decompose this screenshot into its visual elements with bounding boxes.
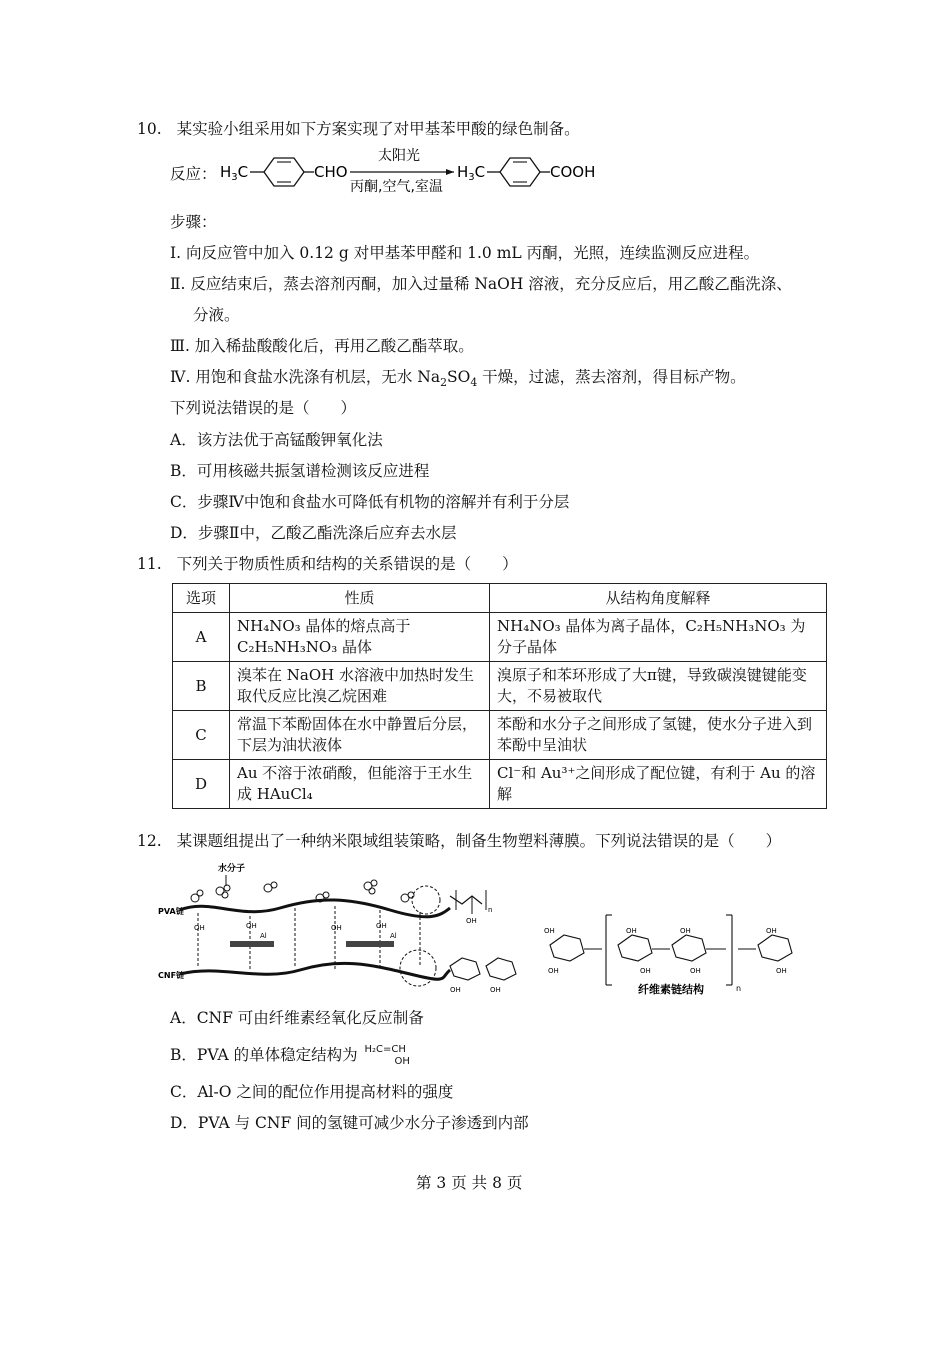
row-explanation: Cl⁻和 Au³⁺之间形成了配位键，有利于 Au 的溶解: [490, 760, 827, 809]
nanosheet: [346, 941, 394, 947]
row-option: B: [173, 662, 230, 711]
svg-text:OH: OH: [331, 924, 342, 932]
svg-text:OH: OH: [766, 927, 777, 935]
q10-option-c: C．步骤Ⅳ中饱和食盐水可降低有机物的溶解并有利于分层: [170, 493, 570, 511]
repeat-n: n: [488, 906, 493, 914]
table-row: [173, 662, 827, 711]
row-explanation: NH₄NO₃ 晶体为离子晶体，C₂H₅NH₃NO₃ 为分子晶体: [490, 613, 827, 662]
glucose-ring: [618, 935, 652, 961]
glucose-ring: [758, 935, 792, 961]
q12-stem-line: [137, 829, 781, 851]
table-header-row: [173, 584, 827, 613]
row-option: A: [173, 613, 230, 662]
svg-text:OH: OH: [246, 922, 257, 930]
cnf-chain: [180, 963, 450, 979]
q12-stem: 某课题组提出了一种纳米限域组装策略，制备生物塑料薄膜。下列说法错误的是（ ）: [176, 832, 782, 850]
q11-number: 11.: [137, 555, 162, 573]
q10-stem-line: [137, 117, 580, 139]
water-molecule-label: 水分子: [218, 864, 246, 874]
q12-option-d: D．PVA 与 CNF 间的氢键可减少水分子渗透到内部: [170, 1114, 529, 1132]
q12-assembly-figure: [150, 858, 540, 998]
svg-text:OH: OH: [626, 927, 637, 935]
q10-option-d: D．步骤Ⅱ中，乙酸乙酯洗涤后应弃去水层: [170, 524, 457, 542]
header-option: 选项: [173, 584, 230, 613]
glucose-ring: [486, 958, 516, 980]
repeat-n: n: [736, 984, 742, 993]
q10-number: 10.: [137, 120, 162, 138]
row-explanation: 苯酚和水分子之间形成了氢键，使水分子进入到苯酚中呈油状: [490, 711, 827, 760]
header-explanation: 从结构角度解释: [490, 584, 827, 613]
row-property: NH₄NO₃ 晶体的熔点高于 C₂H₅NH₃NO₃ 晶体: [230, 613, 490, 662]
q10-reaction-label: 反应：: [170, 165, 217, 183]
table-row: [173, 711, 827, 760]
table-row: [173, 613, 827, 662]
zoom-circle-cnf: [400, 950, 436, 986]
row-property: 常温下苯酚固体在水中静置后分层，下层为油状液体: [230, 711, 490, 760]
al-label: Al: [390, 932, 397, 940]
vinyl-alcohol-formula: H₂C=CH OH: [364, 1044, 410, 1067]
glucose-ring: [450, 958, 480, 980]
glucose-ring: [550, 935, 584, 961]
svg-text:OH: OH: [450, 986, 461, 994]
row-option: D: [173, 760, 230, 809]
q10-reaction-scheme: [210, 144, 610, 200]
pva-chain: [180, 900, 450, 917]
svg-text:OH: OH: [690, 967, 701, 975]
q10-stem: 某实验小组采用如下方案实现了对甲基苯甲酸的绿色制备。: [176, 120, 580, 138]
q11-table: [172, 583, 827, 809]
svg-text:OH: OH: [194, 924, 205, 932]
q10-step2a: Ⅱ. 反应结束后，蒸去溶剂丙酮，加入过量稀 NaOH 溶液，充分反应后，用乙酸乙酯洗涤、: [170, 275, 792, 293]
svg-text:OH: OH: [776, 967, 787, 975]
q10-step4: Ⅳ. 用饱和食盐水洗涤有机层，无水 $Na_2SO_4$ 干燥，过滤，蒸去溶剂，得目标产物。: [170, 368, 746, 390]
reactant-cho: CHO: [314, 163, 348, 181]
svg-text:OH: OH: [544, 927, 555, 935]
table-row: [173, 760, 827, 809]
svg-text:OH: OH: [376, 922, 387, 930]
row-property: Au 不溶于浓硝酸，但能溶于王水生成 HAuCl₄: [230, 760, 490, 809]
arrow-bottom-label: 丙酮,空气,室温: [350, 179, 443, 195]
q10-option-a: A．该方法优于高锰酸钾氧化法: [170, 431, 383, 449]
glucose-ring: [672, 935, 706, 961]
q10-ask: 下列说法错误的是（ ）: [170, 399, 357, 417]
arrow-top-label: 太阳光: [378, 148, 420, 164]
page-footer: 第 3 页 共 8 页: [416, 1174, 523, 1192]
svg-text:OH: OH: [466, 917, 477, 925]
svg-text:OH: OH: [548, 967, 559, 975]
q10-step2b: 分液。: [193, 306, 240, 324]
q12-option-b: B．PVA 的单体稳定结构为 H₂C=CH OH: [170, 1044, 410, 1067]
q10-option-b: B．可用核磁共振氢谱检测该反应进程: [170, 462, 430, 480]
pva-chain-label: PVA链: [158, 907, 184, 916]
header-property: 性质: [230, 584, 490, 613]
q12-option-c: C．Al-O 之间的配位作用提高材料的强度: [170, 1083, 454, 1101]
svg-text:OH: OH: [490, 986, 501, 994]
q11-stem-line: [137, 552, 518, 574]
svg-text:OH: OH: [640, 967, 651, 975]
row-property: 溴苯在 NaOH 水溶液中加热时发生取代反应比溴乙烷困难: [230, 662, 490, 711]
row-option: C: [173, 711, 230, 760]
q11-stem: 下列关于物质性质和结构的关系错误的是（ ）: [176, 555, 518, 573]
cellulose-structure-figure: [540, 905, 825, 1000]
product-cooh: COOH: [550, 163, 596, 181]
q10-step1: Ⅰ. 向反应管中加入 0.12 g 对甲基苯甲醛和 1.0 mL 丙酮，光照，连续监测反应进程。: [170, 244, 760, 262]
svg-text:H3C: $H_3C$: [457, 163, 486, 183]
cnf-chain-label: CNF链: [158, 971, 185, 980]
nanosheet: [230, 941, 274, 947]
zoom-circle-pva: [412, 886, 440, 914]
q10-steps-label: 步骤：: [170, 213, 217, 231]
q10-step3: Ⅲ. 加入稀盐酸酸化后，再用乙酸乙酯萃取。: [170, 337, 474, 355]
q12-option-a: A．CNF 可由纤维素经氧化反应制备: [170, 1009, 424, 1027]
cellulose-chain-label: 纤维素链结构: [638, 983, 704, 996]
svg-text:H3C: $H_3C$: [220, 163, 249, 183]
q12-number: 12.: [137, 832, 162, 850]
water-molecules: [191, 880, 414, 902]
row-explanation: 溴原子和苯环形成了大π键，导致碳溴键键能变大，不易被取代: [490, 662, 827, 711]
al-label: Al: [260, 932, 267, 940]
svg-text:OH: OH: [680, 927, 691, 935]
